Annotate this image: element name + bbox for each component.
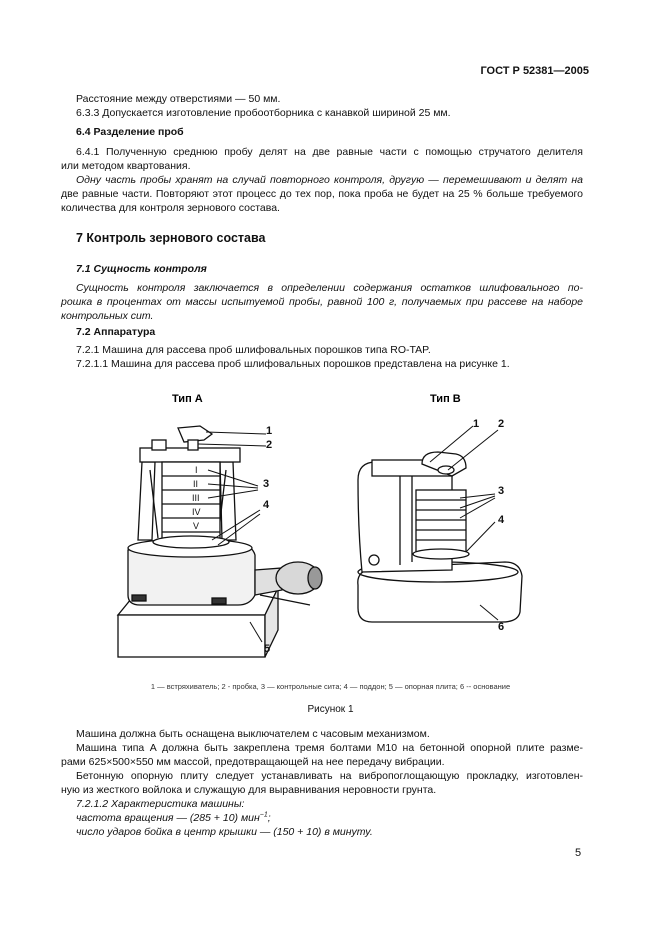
- type-b-heading: Тип В: [430, 393, 461, 405]
- figure-legend: 1 — встряхиватель; 2 - пробка, 3 — контрольные сита; 4 — поддон; 5 — опорная плита; 6 -- основание: [150, 682, 511, 691]
- paragraph: Машина типа А должна быть закреплена тремя болтами М10 на бетонной опорной плите разме-: [76, 742, 583, 754]
- callout-6: 6: [498, 621, 505, 633]
- section-heading-7: 7 Контроль зернового состава: [76, 231, 266, 245]
- paragraph: Одну часть пробы хранят на случай повторного контроля, другую — перемешивают и делят на: [76, 174, 583, 186]
- switch: [369, 555, 379, 565]
- sieve-mark: IV: [192, 507, 201, 517]
- paragraph: контрольных сит.: [61, 310, 154, 322]
- standard-header: ГОСТ Р 52381—2005: [480, 65, 589, 77]
- figure-caption: Рисунок 1: [307, 704, 354, 715]
- callout-2: 2: [266, 439, 273, 451]
- sieve-mark: II: [193, 479, 199, 489]
- callout-3: 3: [498, 485, 505, 497]
- type-a-heading: Тип А: [172, 393, 203, 405]
- paragraph: ную из жесткого войлока и служащую для выравнивания неровности грунта.: [61, 784, 437, 796]
- paragraph: рами 625×500×550 мм массой, предотвращающей на нее передачу вибрации.: [61, 756, 445, 768]
- paragraph: или методом квартования.: [61, 160, 191, 172]
- callout-1: 1: [266, 425, 273, 437]
- callout-2: 2: [498, 418, 505, 430]
- callout-4: 4: [498, 514, 505, 526]
- rotation-speed: частота вращения — (285 + 10) мин: [76, 812, 260, 824]
- unit-exponent: −1: [259, 811, 268, 819]
- paragraph: 7.2.1 Машина для рассева проб шлифовальных порошков типа RO-TAP.: [76, 344, 431, 356]
- paragraph: Расстояние между отверстиями — 50 мм.: [76, 93, 281, 105]
- callout-5: 5: [264, 643, 271, 655]
- figure-1: [100, 390, 570, 660]
- crosshead-post: [152, 440, 166, 450]
- paragraph: Сущность контроля заключается в определении содержания остатков шлифовального по-: [76, 282, 583, 294]
- paragraph: 6.3.3 Допускается изготовление пробоотборника с канавкой шириной 25 мм.: [76, 107, 451, 119]
- machine-type-b: [358, 452, 522, 622]
- section-heading-7-1: 7.1 Сущность контроля: [76, 263, 207, 275]
- figure-drawing: [100, 390, 570, 660]
- section-heading-7-2: 7.2 Аппаратура: [76, 326, 156, 338]
- sieve-mark: I: [195, 465, 198, 475]
- plug: [188, 440, 198, 450]
- paragraph: [76, 811, 583, 826]
- tray: [413, 549, 469, 559]
- page-number: 5: [575, 847, 582, 859]
- paragraph: число ударов бойка в центр крышки — (150 + 10) в минуту.: [76, 826, 373, 838]
- sieve-mark: V: [193, 521, 200, 531]
- foot: [132, 595, 146, 601]
- callout-3: 3: [263, 478, 270, 490]
- paragraph: две равные части. Повторяют этот процесс до тех пор, пока проба не будет на 25 % больше требуемого: [61, 188, 583, 200]
- left-column: [138, 462, 155, 540]
- sieve-mark: III: [192, 493, 200, 503]
- paragraph: Бетонную опорную плиту следует устанавливать на вибропоглощающую прокладку, изготовлен-: [76, 770, 583, 782]
- section-heading-6-4: 6.4 Разделение проб: [76, 126, 184, 138]
- tray: [153, 536, 229, 548]
- support-plate-front: [118, 615, 265, 657]
- sieve-stack: [416, 490, 466, 552]
- punctuation: ;: [267, 812, 271, 824]
- callout-4: 4: [263, 499, 270, 511]
- motor-end: [308, 567, 322, 589]
- paragraph: количества для контроля зернового состава.: [61, 202, 280, 214]
- callout-1: 1: [473, 418, 480, 430]
- paragraph: Машина должна быть оснащена выключателем с часовым механизмом.: [76, 728, 430, 740]
- paragraph: 6.4.1 Полученную среднюю пробу делят на две равные части с помощью стручатого делителя: [76, 146, 583, 158]
- paragraph: рошка в процентах от массы испытуемой пробы, равной 100 г, получаемых при рассеве на наборе: [61, 296, 583, 308]
- machine-type-a: [118, 426, 322, 657]
- sieve-stack: [162, 462, 220, 540]
- paragraph: 7.2.1.1 Машина для рассева проб шлифовальных порошков представлена на рисунке 1.: [76, 358, 510, 370]
- foot: [212, 598, 226, 604]
- paragraph: 7.2.1.2 Характеристика машины:: [76, 798, 245, 810]
